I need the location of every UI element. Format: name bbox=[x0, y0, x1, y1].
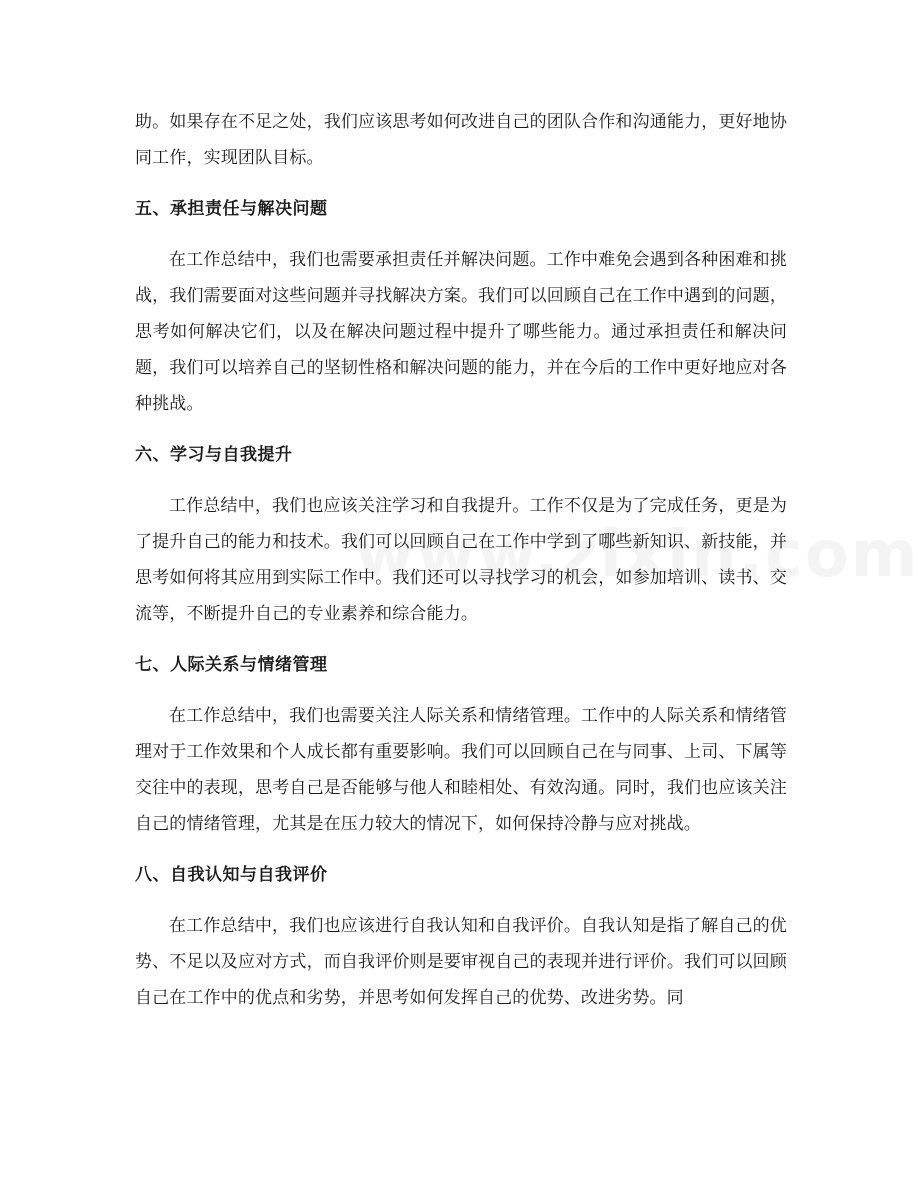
document-body bbox=[135, 104, 787, 1016]
paragraph-continuation: 助。如果存在不足之处，我们应该思考如何改进自己的团队合作和沟通能力，更好地协同工作，实现团队目标。 bbox=[135, 112, 787, 168]
section-heading-6: 六、学习与自我提升 bbox=[135, 445, 293, 465]
paragraph-section-7: 在工作总结中，我们也需要关注人际关系和情绪管理。工作中的人际关系和情绪管理对于工作效果和个人成长都有重要影响。我们可以回顾自己在与同事、上司、下属等交往中的表现，思考自己是否能够与他人和睦相处、有效沟通。同时，我们也应该关注自己的情绪管理，尤其是在压力较大的情况下，如何保持冷静与应对挑战。 bbox=[135, 706, 787, 834]
paragraph-section-8: 在工作总结中，我们也应该进行自我认知和自我评价。自我认知是指了解自己的优势、不足以及应对方式，而自我评价则是要审视自己的表现并进行评价。我们可以回顾自己在工作中的优点和劣势，并思考如何发挥自己的优势、改进劣势。同 bbox=[135, 916, 787, 1008]
section-heading-8: 八、自我认知与自我评价 bbox=[135, 865, 328, 885]
section-heading-5: 五、承担责任与解决问题 bbox=[135, 199, 328, 219]
paragraph-section-5: 在工作总结中，我们也需要承担责任并解决问题。工作中难免会遇到各种困难和挑战，我们需要面对这些问题并寻找解决方案。我们可以回顾自己在工作中遇到的问题，思考如何解决它们，以及在解决问题过程中提升了哪些能力。通过承担责任和解决问题，我们可以培养自己的坚韧性格和解决问题的能力，并在今后的工作中更好地应对各种挑战。 bbox=[135, 250, 787, 414]
paragraph-section-6: 工作总结中，我们也应该关注学习和自我提升。工作不仅是为了完成任务，更是为了提升自己的能力和技术。我们可以回顾自己在工作中学到了哪些新知识、新技能，并思考如何将其应用到实际工作中。我们还可以寻找学习的机会，如参加培训、读书、交流等，不断提升自己的专业素养和综合能力。 bbox=[135, 496, 787, 624]
section-heading-7: 七、人际关系与情绪管理 bbox=[135, 655, 328, 675]
